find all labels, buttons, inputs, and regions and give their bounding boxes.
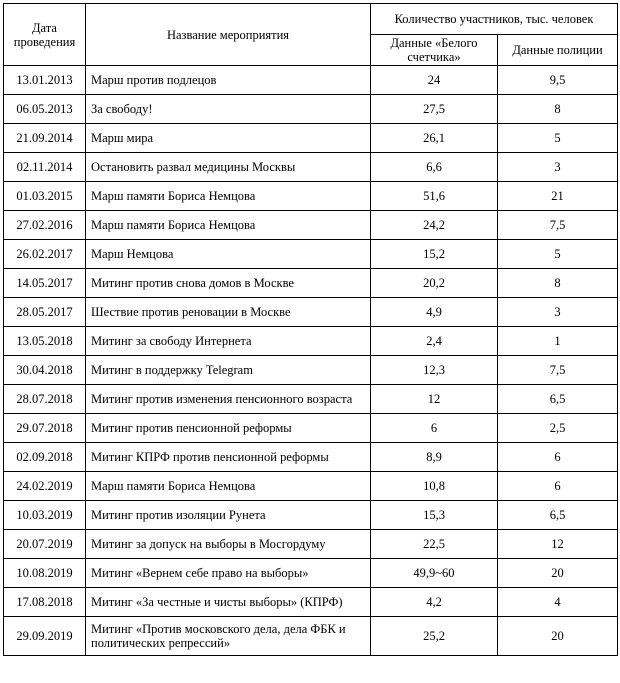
table-row bbox=[4, 66, 618, 95]
white-counter-cell: 49,9~60 bbox=[371, 559, 498, 588]
event-name-cell: Митинг за допуск на выборы в Мосгордуму bbox=[86, 530, 371, 559]
date-cell: 02.09.2018 bbox=[4, 443, 86, 472]
table-row bbox=[4, 385, 618, 414]
event-name-cell: Марш памяти Бориса Немцова bbox=[86, 211, 371, 240]
date-cell: 14.05.2017 bbox=[4, 269, 86, 298]
date-cell: 27.02.2016 bbox=[4, 211, 86, 240]
date-cell: 10.08.2019 bbox=[4, 559, 86, 588]
date-cell: 30.04.2018 bbox=[4, 356, 86, 385]
table-row bbox=[4, 588, 618, 617]
date-cell: 06.05.2013 bbox=[4, 95, 86, 124]
white-counter-cell: 25,2 bbox=[371, 617, 498, 656]
event-name-cell: За свободу! bbox=[86, 95, 371, 124]
protest-table bbox=[3, 3, 618, 656]
police-cell: 3 bbox=[498, 153, 618, 182]
white-counter-cell: 22,5 bbox=[371, 530, 498, 559]
police-cell: 4 bbox=[498, 588, 618, 617]
police-cell: 2,5 bbox=[498, 414, 618, 443]
event-name-cell: Митинг против изменения пенсионного возраста bbox=[86, 385, 371, 414]
police-cell: 7,5 bbox=[498, 356, 618, 385]
white-counter-cell: 12,3 bbox=[371, 356, 498, 385]
date-column-header: Дата проведения bbox=[4, 4, 86, 66]
event-name-cell: Марш Немцова bbox=[86, 240, 371, 269]
table-row bbox=[4, 472, 618, 501]
event-name-cell: Марш мира bbox=[86, 124, 371, 153]
table-row bbox=[4, 617, 618, 656]
white-counter-cell: 27,5 bbox=[371, 95, 498, 124]
date-cell: 28.07.2018 bbox=[4, 385, 86, 414]
name-column-header: Название мероприятия bbox=[86, 4, 371, 66]
event-name-cell: Митинг «За честные и чисты выборы» (КПРФ) bbox=[86, 588, 371, 617]
police-cell: 6,5 bbox=[498, 385, 618, 414]
date-cell: 21.09.2014 bbox=[4, 124, 86, 153]
police-column-header: Данные полиции bbox=[498, 35, 618, 66]
date-cell: 13.01.2013 bbox=[4, 66, 86, 95]
event-name-cell: Митинг «Против московского дела, дела ФБК и политических репрессий» bbox=[86, 617, 371, 656]
date-cell: 13.05.2018 bbox=[4, 327, 86, 356]
event-name-cell: Митинг КПРФ против пенсионной реформы bbox=[86, 443, 371, 472]
police-cell: 20 bbox=[498, 559, 618, 588]
police-cell: 8 bbox=[498, 95, 618, 124]
white-counter-cell: 20,2 bbox=[371, 269, 498, 298]
date-cell: 29.09.2019 bbox=[4, 617, 86, 656]
white-counter-cell: 6 bbox=[371, 414, 498, 443]
date-cell: 01.03.2015 bbox=[4, 182, 86, 211]
event-name-cell: Митинг против снова домов в Москве bbox=[86, 269, 371, 298]
date-cell: 26.02.2017 bbox=[4, 240, 86, 269]
event-name-cell: Митинг за свободу Интернета bbox=[86, 327, 371, 356]
table-row bbox=[4, 559, 618, 588]
participants-column-header: Количество участников, тыс. человек bbox=[371, 4, 618, 35]
event-name-cell: Митинг в поддержку Telegram bbox=[86, 356, 371, 385]
date-cell: 29.07.2018 bbox=[4, 414, 86, 443]
table-row bbox=[4, 530, 618, 559]
table-row bbox=[4, 153, 618, 182]
police-cell: 12 bbox=[498, 530, 618, 559]
date-cell: 28.05.2017 bbox=[4, 298, 86, 327]
table-row bbox=[4, 211, 618, 240]
white-counter-cell: 24 bbox=[371, 66, 498, 95]
white-counter-cell: 12 bbox=[371, 385, 498, 414]
date-cell: 24.02.2019 bbox=[4, 472, 86, 501]
police-cell: 9,5 bbox=[498, 66, 618, 95]
table-row bbox=[4, 327, 618, 356]
table-row bbox=[4, 298, 618, 327]
table-row bbox=[4, 182, 618, 211]
police-cell: 6,5 bbox=[498, 501, 618, 530]
event-name-cell: Марш против подлецов bbox=[86, 66, 371, 95]
table-row bbox=[4, 443, 618, 472]
white-counter-cell: 26,1 bbox=[371, 124, 498, 153]
white-counter-cell: 4,2 bbox=[371, 588, 498, 617]
date-cell: 10.03.2019 bbox=[4, 501, 86, 530]
event-name-cell: Шествие против реновации в Москве bbox=[86, 298, 371, 327]
table-row bbox=[4, 356, 618, 385]
police-cell: 1 bbox=[498, 327, 618, 356]
table-row bbox=[4, 414, 618, 443]
event-name-cell: Остановить развал медицины Москвы bbox=[86, 153, 371, 182]
white-counter-cell: 51,6 bbox=[371, 182, 498, 211]
police-cell: 6 bbox=[498, 472, 618, 501]
date-cell: 02.11.2014 bbox=[4, 153, 86, 182]
white-counter-cell: 24,2 bbox=[371, 211, 498, 240]
white-counter-column-header: Данные «Белого счетчика» bbox=[371, 35, 498, 66]
police-cell: 20 bbox=[498, 617, 618, 656]
police-cell: 5 bbox=[498, 124, 618, 153]
table-row bbox=[4, 501, 618, 530]
police-cell: 5 bbox=[498, 240, 618, 269]
date-cell: 20.07.2019 bbox=[4, 530, 86, 559]
table-row bbox=[4, 269, 618, 298]
table-row bbox=[4, 95, 618, 124]
event-name-cell: Митинг против пенсионной реформы bbox=[86, 414, 371, 443]
white-counter-cell: 15,2 bbox=[371, 240, 498, 269]
white-counter-cell: 8,9 bbox=[371, 443, 498, 472]
table-body bbox=[4, 66, 618, 656]
white-counter-cell: 4,9 bbox=[371, 298, 498, 327]
event-name-cell: Марш памяти Бориса Немцова bbox=[86, 472, 371, 501]
event-name-cell: Митинг «Вернем себе право на выборы» bbox=[86, 559, 371, 588]
white-counter-cell: 10,8 bbox=[371, 472, 498, 501]
police-cell: 8 bbox=[498, 269, 618, 298]
white-counter-cell: 2,4 bbox=[371, 327, 498, 356]
white-counter-cell: 15,3 bbox=[371, 501, 498, 530]
white-counter-cell: 6,6 bbox=[371, 153, 498, 182]
police-cell: 3 bbox=[498, 298, 618, 327]
table-row bbox=[4, 240, 618, 269]
date-cell: 17.08.2018 bbox=[4, 588, 86, 617]
event-name-cell: Митинг против изоляции Рунета bbox=[86, 501, 371, 530]
police-cell: 6 bbox=[498, 443, 618, 472]
event-name-cell: Марш памяти Бориса Немцова bbox=[86, 182, 371, 211]
police-cell: 7,5 bbox=[498, 211, 618, 240]
table-row bbox=[4, 124, 618, 153]
police-cell: 21 bbox=[498, 182, 618, 211]
